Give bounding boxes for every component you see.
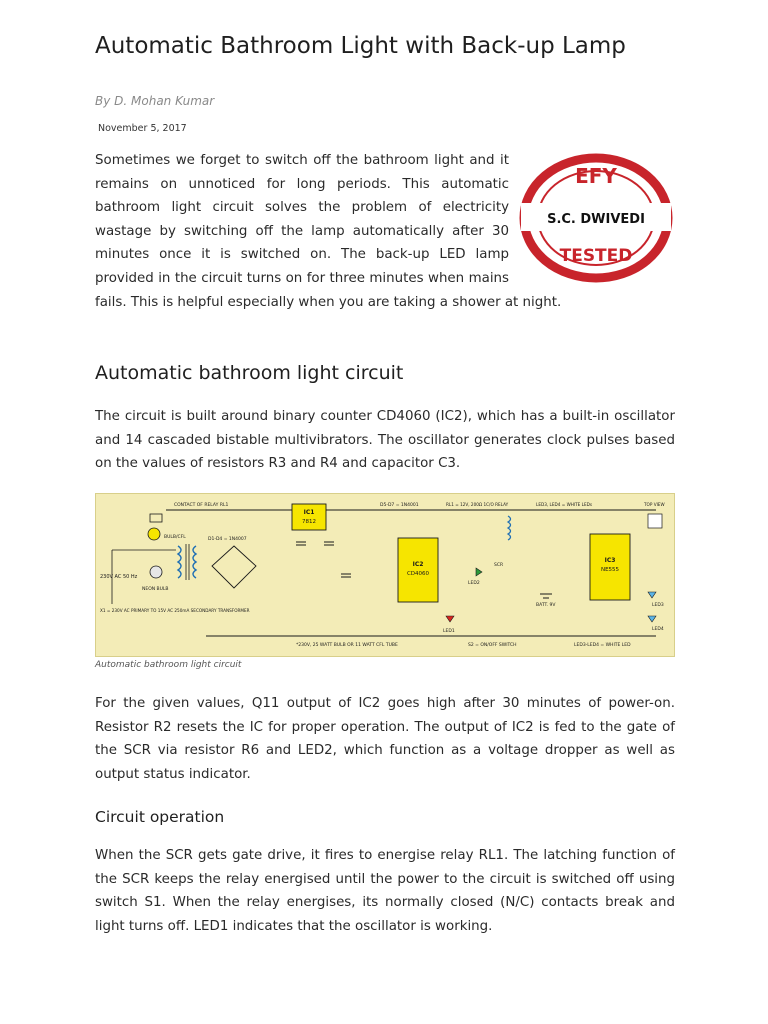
article-byline[interactable]: By D. Mohan Kumar [95, 94, 215, 108]
ic3-label: IC3 [604, 557, 616, 564]
top-view-label: TOP VIEW [644, 502, 665, 507]
led4-icon [648, 616, 656, 622]
relay-coil-icon [508, 516, 511, 540]
neon-label: NEON BULB [142, 587, 169, 592]
led2-icon [476, 568, 482, 576]
led1-icon [446, 616, 454, 622]
ic2-block [398, 538, 438, 602]
scr-label: SCR [494, 563, 504, 568]
relay-contact [150, 514, 162, 522]
led1-label: LED1 [443, 629, 455, 634]
subheading: Circuit operation [95, 808, 225, 826]
publish-date: November 5, 2017 [98, 123, 187, 134]
ic1-part: 7812 [302, 519, 316, 525]
stamp-efy-text: EFY [575, 164, 617, 188]
article-title: Automatic Bathroom Light with Back-up Lamp [95, 33, 626, 59]
circuit-diagram[interactable] [95, 493, 675, 657]
circuit-schematic [96, 494, 674, 656]
section-paragraph: The circuit is built around binary counter CD4060 (IC2), which has a built-in oscillator and 14 cascaded bistable multivibrators. The oscillator generates clock pulses based on the values of resistors R3 and R4 and capacitor C3. [95, 409, 675, 472]
bridge-rectifier-icon [212, 546, 256, 588]
bulb-label: BULB/CFL [164, 535, 186, 540]
transformer-label: X1 = 230V AC PRIMARY TO 15V AC 250mA SECONDARY TRANSFORMER [100, 608, 250, 613]
transistor-icon [648, 514, 662, 528]
leds-note: LED3-LED4 = WHITE LED [574, 643, 631, 648]
leds-label: LED3, LED4 = WHITE LEDs [536, 502, 593, 507]
battery-icon [540, 594, 552, 598]
lamp-note: *230V, 25 WATT BULB OR 11 WATT CFL TUBE [296, 643, 398, 648]
diodes-label: D5-D7 = 1N4001 [380, 503, 419, 508]
ic2-part: CD4060 [406, 571, 430, 577]
efy-tested-stamp [517, 149, 675, 287]
intro-text: Sometimes we forget to switch off the bathroom light and it remains on unnoticed for long periods. This automatic bathroom light circuit solves the problem of electricity wastage by switching off the lamp automatically after 30 minutes once it is switched on. The back-up LED lamp provided in the circuit turns on for three minutes when mains fails. This is helpful especially when you are taking a shower at night. [95, 153, 562, 310]
capacitor-group [296, 542, 351, 577]
ic2-label: IC2 [412, 561, 424, 568]
bulb-icon [148, 528, 160, 540]
section-heading: Automatic bathroom light circuit [95, 362, 404, 384]
stamp-tested-text: TESTED [559, 246, 633, 266]
ic1-block [292, 504, 326, 530]
ic1-label: IC1 [303, 509, 315, 516]
mains-label: 230V AC 50 Hz [100, 574, 138, 580]
figure-caption: Automatic bathroom light circuit [95, 660, 242, 670]
battery-label: BATT. 9V [536, 603, 556, 608]
relay-label: RL1 = 12V, 200Ω 1C/O RELAY [446, 502, 509, 507]
led4-label: LED4 [652, 627, 664, 632]
intro-paragraph [95, 149, 675, 314]
transformer-icon [178, 544, 196, 580]
neon-bulb-icon [150, 566, 162, 578]
ic3-part: NE555 [600, 567, 620, 573]
after-figure-paragraph: For the given values, Q11 output of IC2 goes high after 30 minutes of power-on. Resistor R2 resets the IC for proper operation. The output of IC2 is fed to the gate of the SCR via resistor R6 and LED2, which function as a voltage dropper as well as output status indicator. [95, 696, 675, 782]
led2-label: LED2 [468, 581, 480, 586]
bridge-label: D1-D4 = 1N4007 [208, 537, 247, 542]
operation-paragraph: When the SCR gets gate drive, it fires to energise relay RL1. The latching function of the SCR keeps the relay energised until the power to the circuit is switched off using switch S1. When the relay energises, its normally closed (N/C) contacts break and light turns off. LED1 indicates that the oscillator is working. [95, 848, 675, 934]
switch-note: S2 = ON/OFF SWITCH [468, 643, 517, 648]
led3-icon [648, 592, 656, 598]
led3-label: LED3 [652, 603, 664, 608]
stamp-name-text: S.C. DWIVEDI [547, 212, 645, 227]
contact-label: CONTACT OF RELAY RL1 [174, 503, 229, 508]
